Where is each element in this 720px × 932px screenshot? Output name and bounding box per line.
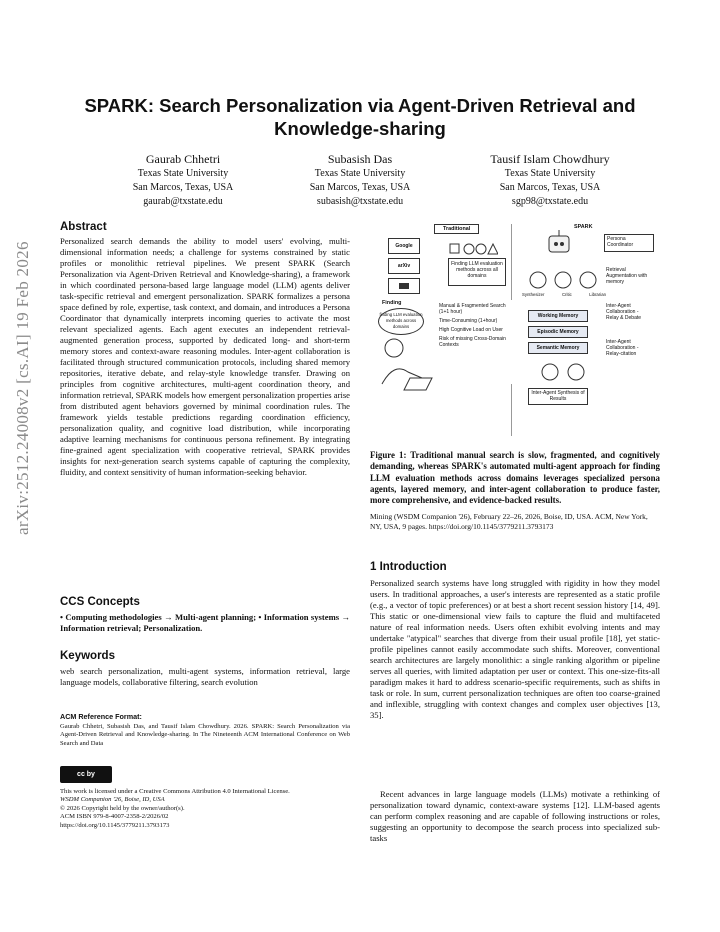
author-affiliation: Texas State University xyxy=(137,168,229,179)
license-venue: WSDM Companion '26, Boise, ID, USA xyxy=(60,796,165,804)
author-location: San Marcos, Texas, USA xyxy=(309,182,411,193)
episodic-memory: Episodic Memory xyxy=(528,326,588,338)
intro-paragraph-2: Recent advances in large language models (LLMs) motivate a rethinking of personalization toward dynamic, context-aware systems [12]. LLM-based agents can perform complex reasoning and are capable of following instructions or roles, suggesting an opportunity to decompose the search process into specialized sub-tasks xyxy=(370,789,660,843)
author-3 xyxy=(450,152,650,209)
license-copyright: © 2026 Copyright held by the owner/author(s). xyxy=(60,804,185,812)
side-label-relay-debate: Inter-Agent Collaboration - Relay & Debate xyxy=(604,302,652,324)
issue-item: High Cognitive Load on User xyxy=(439,327,503,333)
author-email[interactable]: subasish@txstate.edu xyxy=(316,196,404,207)
paper-title: SPARK: Search Personalization via Agent-Driven Retrieval and Knowledge-sharing xyxy=(84,95,636,139)
synthesis-note: Inter-Agent Synthesis of Results xyxy=(528,388,588,405)
keywords-text: web search personalization, multi-agent systems, information retrieval, large language models, collaborative filtering, search evolution xyxy=(60,666,350,687)
author-email[interactable]: gaurab@txstate.edu xyxy=(143,196,223,207)
arxiv-identifier: arXiv:2512.24008v2 [cs.AI] 19 Feb 2026 xyxy=(13,241,32,535)
conference-continuation: Mining (WSDM Companion '26), February 22–26, 2026, Boise, ID, USA. ACM, New York, NY, USA, 9 pages. https://doi.org/10.1145/3779211.3793173 xyxy=(370,512,648,531)
search-tab-google[interactable]: Google xyxy=(388,238,420,254)
agent-synthesizer: Synthesizer xyxy=(522,292,545,297)
robot-coordinator-icon xyxy=(546,230,572,258)
traditional-label: Traditional xyxy=(434,224,479,234)
side-label-relay-citation: Inter-Agent Collaboration - Relay-citation xyxy=(604,338,652,360)
reference-format-heading: ACM Reference Format: xyxy=(60,712,142,721)
screen-icon xyxy=(399,283,409,289)
abstract-text: Personalized search demands the ability to model users' evolving, multi-dimensional information needs; a challenge for systems constrained by static profiles or monolithic retrieval pipelines. We present SPARK (Search Personalization via Agent-Driven Retrieval and Knowledge-sharing), a framework in which coordinated persona-based large language model (LLM) agents deliver task-specific retrieval and emergent personalization. SPARK formalizes a persona space defined by role, expertise, task context, and domain, and introduces a Persona Coordinator that dynamically interprets incoming queries to activate the most relevant specialized agents. Each agent executes an independent retrieval-augmented generation process, supported by dedicated long- and short-term memory stores and context-aware reasoning modules. Inter-agent collaboration is facilitated through structured communication protocols, including shared memory repositories, iterative debate, and relay-style knowledge transfer. Drawing on principles from cognitive architectures, multi-agent coordination theory, and information retrieval, SPARK models how emergent personalization properties arise from distributed agent behaviors governed by minimal coordination rules. The framework yields testable predictions regarding coordination efficiency, personalization quality, and cognitive load distribution, while incorporating adaptive learning mechanisms for continuous persona refinement. By integrating fine-grained agent specialization with cooperative retrieval, SPARK provides insights for next-generation search systems capable of capturing the complexity, fluidity, and context sensitivity of human information-seeking behavior. xyxy=(60,236,350,477)
ccs-text: • Computing methodologies → Multi-agent planning; • Information systems → Information retrieval; Personalization. xyxy=(60,612,350,633)
abstract-heading: Abstract xyxy=(60,221,107,233)
reference-format-text: Gaurab Chhetri, Subasish Das, and Tausif Islam Chowdhury. 2026. SPARK: Search Personalization via Agent-Driven Retrieval and Knowledge-sharing. In The Nineteenth ACM International Conference on Web Search and Data xyxy=(60,723,350,747)
semantic-memory: Semantic Memory xyxy=(528,342,588,354)
side-label-coordinator: Persona Coordinator xyxy=(604,234,654,252)
cc-license-badge[interactable]: cc by xyxy=(60,766,112,783)
user-at-laptop-icon xyxy=(376,334,434,394)
issue-item: Time-Consuming (1+hour) xyxy=(439,318,498,324)
introduction-heading: 1 Introduction xyxy=(370,561,447,573)
author-name: Subasish Das xyxy=(327,152,393,166)
figure-caption: Figure 1: Traditional manual search is slow, fragmented, and cognitively demanding, whereas SPARK's automated multi-agent approach for finding LLM evaluation methods across domains leverages specialized persona agents, layered memory, and inter-agent collaboration to produce faster, more comprehensive, and evidence-backed results. xyxy=(370,450,660,506)
author-affiliation: Texas State University xyxy=(314,168,406,179)
figure-1 xyxy=(368,222,658,444)
license-block xyxy=(60,788,355,830)
author-2 xyxy=(270,152,450,209)
license-isbn: ACM ISBN 979-8-4007-2358-2/2026/02 xyxy=(60,813,169,821)
author-location: San Marcos, Texas, USA xyxy=(499,182,601,193)
license-line: This work is licensed under a Creative Commons Attribution 4.0 International License. xyxy=(60,788,290,795)
keywords-heading: Keywords xyxy=(60,650,115,662)
collaborating-agents-icon xyxy=(538,360,588,384)
tools-icon xyxy=(448,242,498,256)
author-1 xyxy=(93,152,273,209)
traditional-issues xyxy=(436,300,512,384)
finding-label: Finding xyxy=(382,300,402,306)
agent-critic: Critic xyxy=(561,292,572,297)
author-email[interactable]: sgp98@txstate.edu xyxy=(511,196,589,207)
working-memory: Working Memory xyxy=(528,310,588,322)
spark-label: SPARK xyxy=(574,224,593,230)
side-label-retrieval: Retrieval Augmentation with memory xyxy=(604,266,652,288)
issue-item: Manual & Fragmented Search (1+1 hour) xyxy=(439,303,506,315)
author-name: Tausif Islam Chowdhury xyxy=(490,152,610,166)
ccs-heading: CCS Concepts xyxy=(60,596,140,608)
license-doi[interactable]: https://doi.org/10.1145/3779211.3793173 xyxy=(60,821,170,829)
author-location: San Marcos, Texas, USA xyxy=(132,182,234,193)
issue-item: Risk of missing Cross-Domain Contexts xyxy=(439,336,506,348)
persona-agents-icon xyxy=(528,270,598,292)
author-affiliation: Texas State University xyxy=(504,168,596,179)
thought-bubble: finding LLM evaluation methods across domains xyxy=(378,308,424,335)
agent-labels xyxy=(522,292,606,297)
finding-note: Finding LLM evaluation methods across all domains xyxy=(448,258,506,286)
agent-librarian: Librarian xyxy=(589,292,606,297)
search-tab-arxiv[interactable]: arXiv xyxy=(388,258,420,274)
search-tab-other[interactable] xyxy=(388,278,420,294)
intro-paragraph-1: Personalized search systems have long struggled with rigidity in how they model users. In traditional approaches, a user's interests are represented as a static profile (e.g., a vector of topic preferences) or at best a short recent session history [14, 49]. This static or one-dimensional view fails to capture the fluid and multifaceted nature of real information needs. Users often exhibit evolving intents and may undertake "atypical" searches that diverge from their usual profile [18], yet static-profile pipelines cannot easily accommodate such shifts. Moreover, conventional search architectures are largely monolithic: a single ranking algorithm or pipeline serves all queries, with limited adaptation per user or context. This one-size-fits-all paradigm makes it hard to address scenario-specific requirements, such as shifts in task or role. In sum, current personalization techniques are often too coarse-grained and inflexible, struggling with context changes and complex user objectives [13, 35]. xyxy=(370,578,660,720)
author-name: Gaurab Chhetri xyxy=(145,152,221,166)
